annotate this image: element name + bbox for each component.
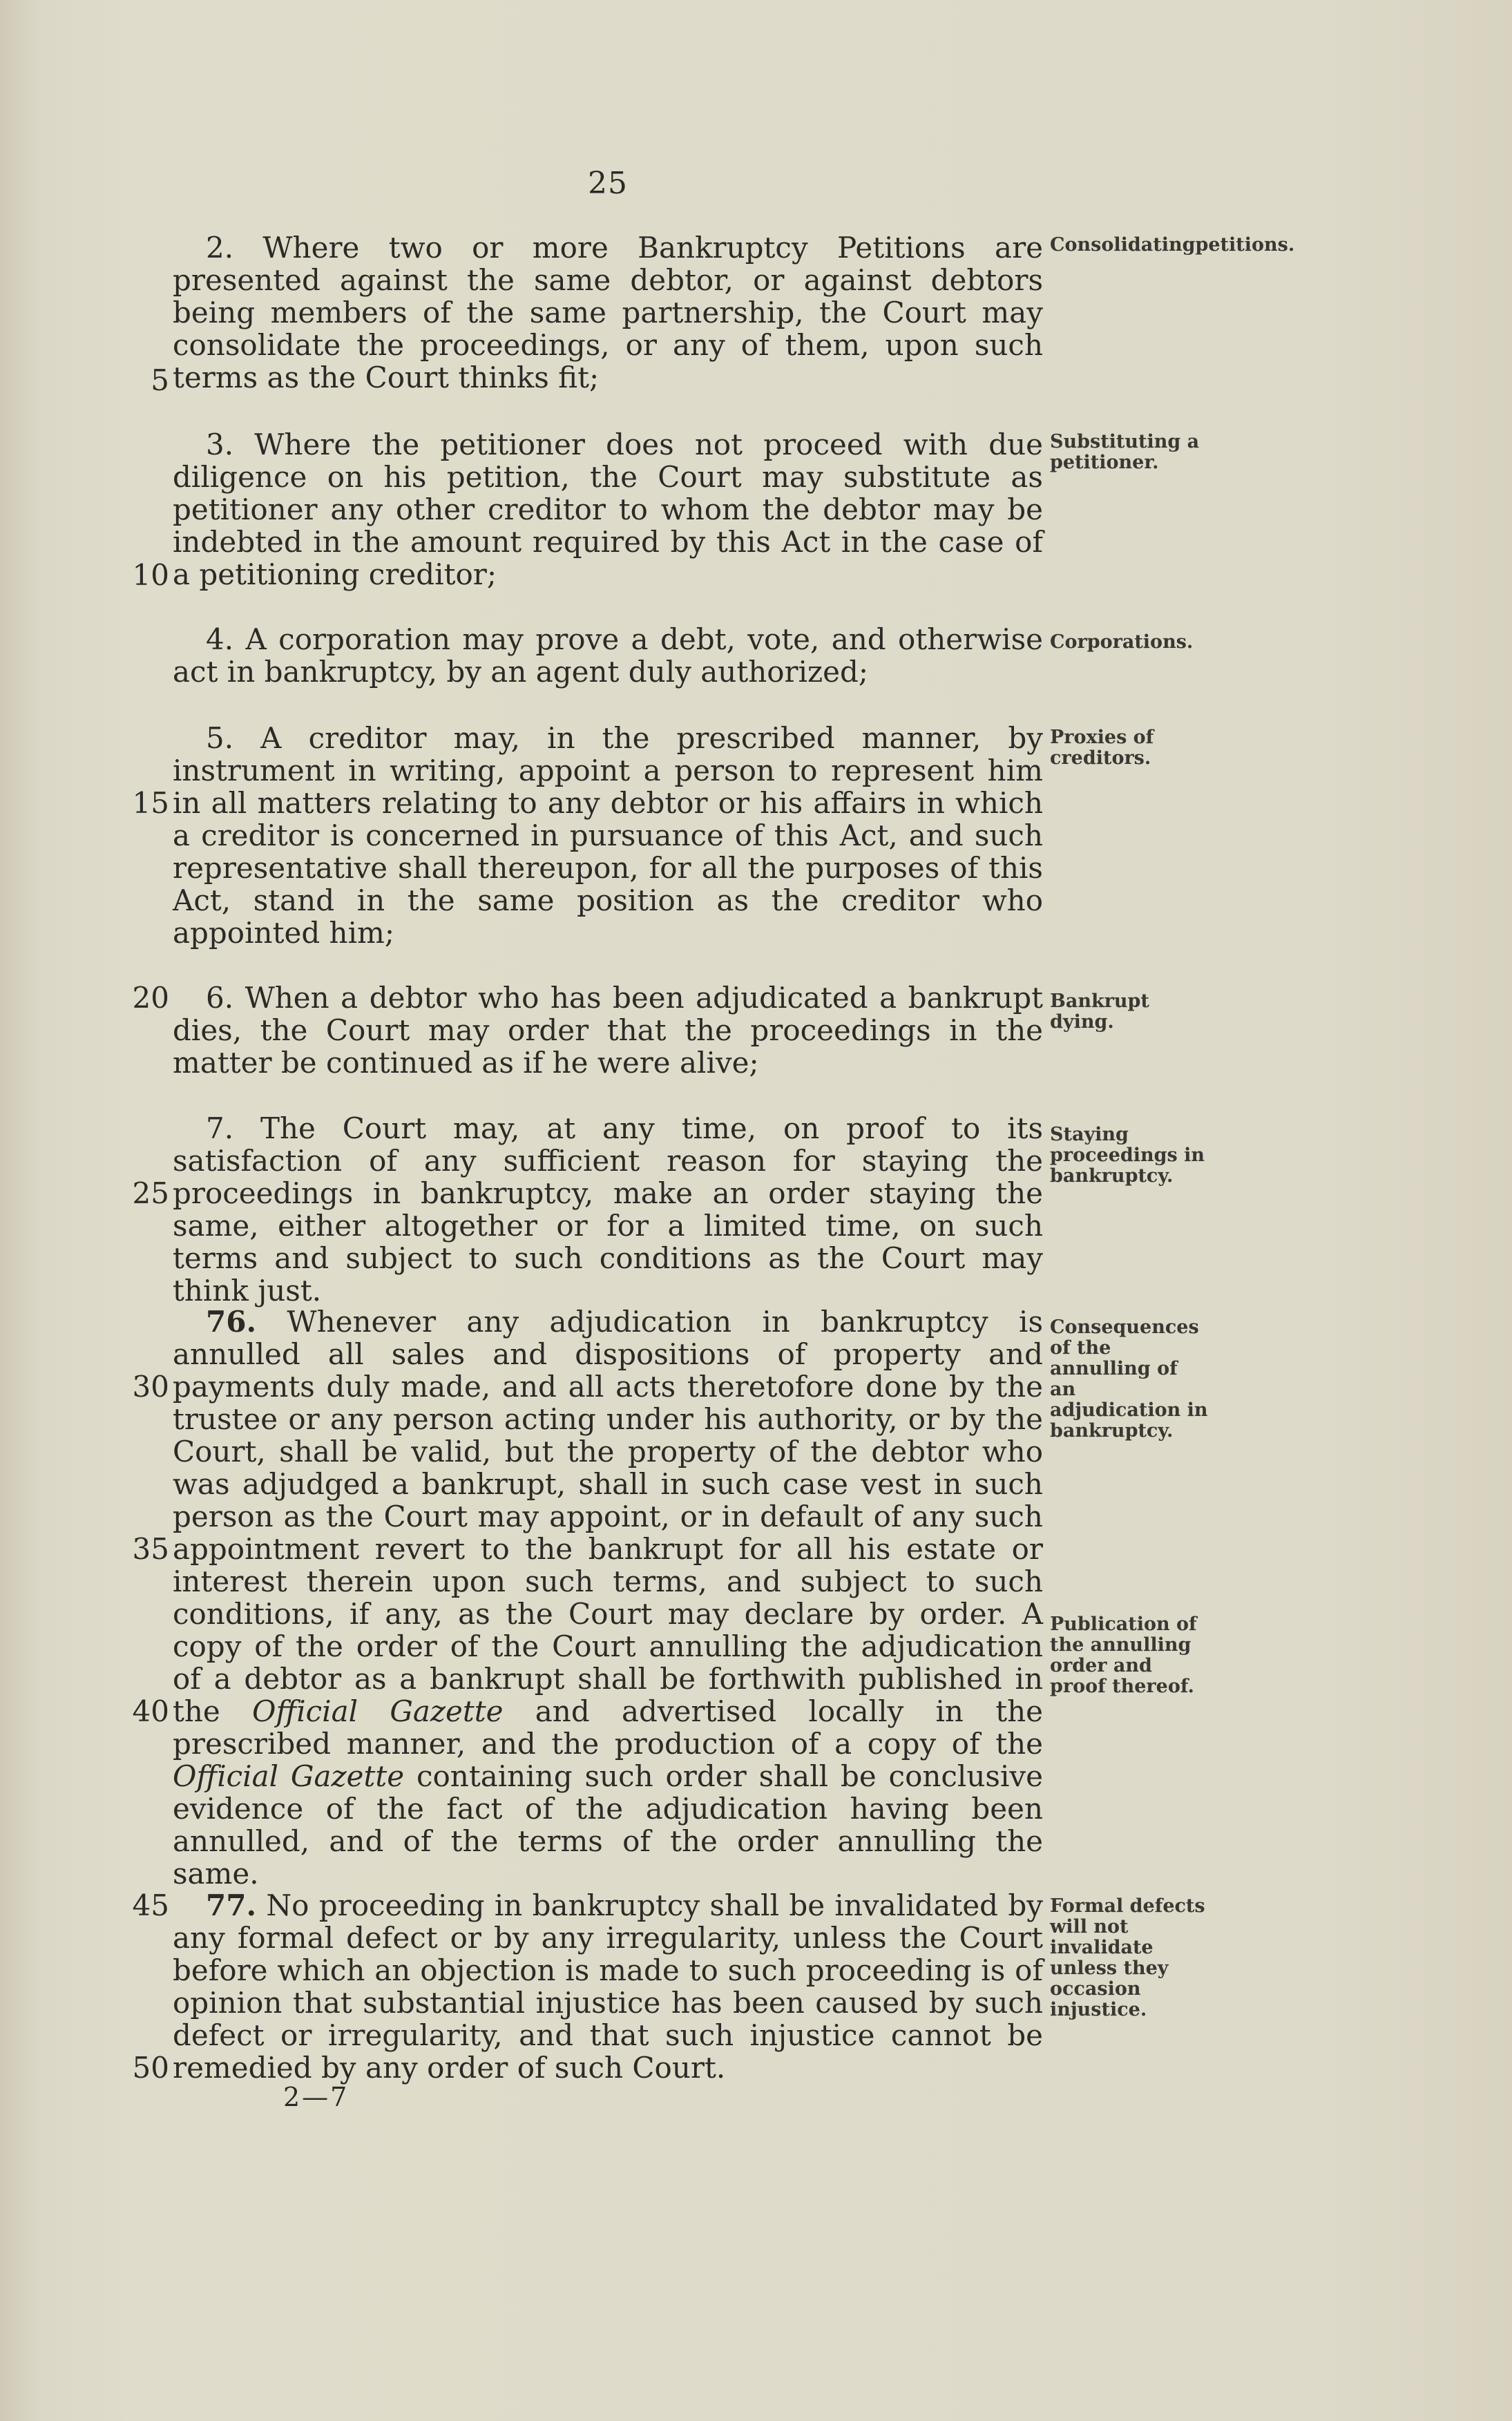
line-number-20: 20 (132, 981, 169, 1015)
section-76 (173, 1305, 1043, 1890)
official-gazette-italic-2: Official Gazette (173, 1759, 405, 1793)
line-number-25: 25 (132, 1176, 169, 1210)
margin-note-consolidating-petitions: Consolidatingpetitions. (1050, 234, 1295, 256)
official-gazette-italic-1: Official Gazette (252, 1694, 504, 1728)
paragraph-2: 2. Where two or more Bankruptcy Petitions are presented against the same debtor, or against debtors being members of the same partnership, the Court may consolidate the proceedings, or any of them, upon such terms as the Court thinks fit; (173, 231, 1043, 394)
line-number-30: 30 (132, 1370, 169, 1404)
section-77-number: 77. (206, 1888, 257, 1922)
line-number-35: 35 (132, 1532, 169, 1566)
section-76-text-before: Whenever any adjudication in bankruptcy is annulled all sales and dispositions of property and payments duly made, and all acts theretofore done by the trustee or any person acting under his authority, or by the Court, shall be valid, but the property of the debtor who was adjudged a bankrupt, shall in such case vest in such person as the Court may appoint, or in default of any such appointment revert to the bankrupt for all his estate or interest therein upon such terms, and subject to such conditions, if any, as the Court may declare by order. A copy of the order of the Court annulling the adjudication of a debtor as a bankrupt shall be forthwith published in the (173, 1305, 1043, 1728)
paragraph-4: 4. A corporation may prove a debt, vote, and otherwise act in bankruptcy, by an agent duly authorized; (173, 622, 1043, 689)
line-number-40: 40 (132, 1694, 169, 1728)
paragraph-3: 3. Where the petitioner does not proceed with due diligence on his petition, the Court may substitute as petitioner any other creditor to whom the debtor may be indebted in the amount required by this Act in the case of a petitioning creditor; (173, 428, 1043, 591)
margin-note-substituting-petitioner: Substituting a petitioner. (1050, 431, 1200, 473)
margin-note-publication-of-annulling-order: Publication of the annulling order and proof thereof. (1050, 1614, 1197, 1697)
section-76-number: 76. (206, 1305, 257, 1339)
line-number-45: 45 (132, 1888, 169, 1922)
margin-note-consequences-of-annulling: Consequences of the annulling of an adjudication in bankruptcy. (1050, 1317, 1208, 1442)
line-number-10: 10 (132, 558, 169, 592)
line-number-50: 50 (132, 2051, 169, 2085)
printer-signature-mark: 2—7 (283, 2082, 350, 2112)
line-number-15: 15 (132, 786, 169, 820)
paragraph-5: 5. A creditor may, in the prescribed manner, by instrument in writing, appoint a person to represent him in all matters relating to any debtor or his affairs in which a creditor is concerned in pursuance of this Act, and such representative shall thereupon, for all the purposes of this Act, stand in the same position as the creditor who appointed him; (173, 721, 1043, 950)
line-number-5: 5 (151, 363, 169, 397)
section-77-text: No proceeding in bankruptcy shall be invalidated by any formal defect or by any irregularity, unless the Court before which an objection is made to such proceeding is of opinion that substantial injustice has been caused by such defect or irregularity, and that such injustice cannot be remedied by any order of such Court. (173, 1888, 1043, 2085)
margin-note-proxies-of-creditors: Proxies of creditors. (1050, 727, 1154, 769)
page-number: 25 (588, 166, 628, 201)
section-77 (173, 1889, 1043, 2084)
margin-note-staying-proceedings: Staying proceedings in bankruptcy. (1050, 1124, 1205, 1187)
margin-note-bankrupt-dying: Bankrupt dying. (1050, 991, 1149, 1033)
margin-note-corporations: Corporations. (1050, 631, 1194, 653)
paragraph-7: 7. The Court may, at any time, on proof to its satisfaction of any sufficient reason for staying the proceedings in bankruptcy, make an order staying the same, either altogether or for a limited time, on such terms and subject to such conditions as the Court may think just. (173, 1111, 1043, 1308)
section-76-text-middle: and advertised locally in the prescribed manner, and the production of a copy of the (173, 1694, 1044, 1761)
margin-note-formal-defects: Formal defects will not invalidate unless they occasion injustice. (1050, 1895, 1205, 2020)
section-76-text-after: containing such order shall be conclusive evidence of the fact of the adjudication having been annulled, and of the terms of the order annulling the same. (173, 1759, 1043, 1891)
paragraph-6: 6. When a debtor who has been adjudicated a bankrupt dies, the Court may order that the proceedings in the matter be continued as if he were alive; (173, 981, 1043, 1080)
